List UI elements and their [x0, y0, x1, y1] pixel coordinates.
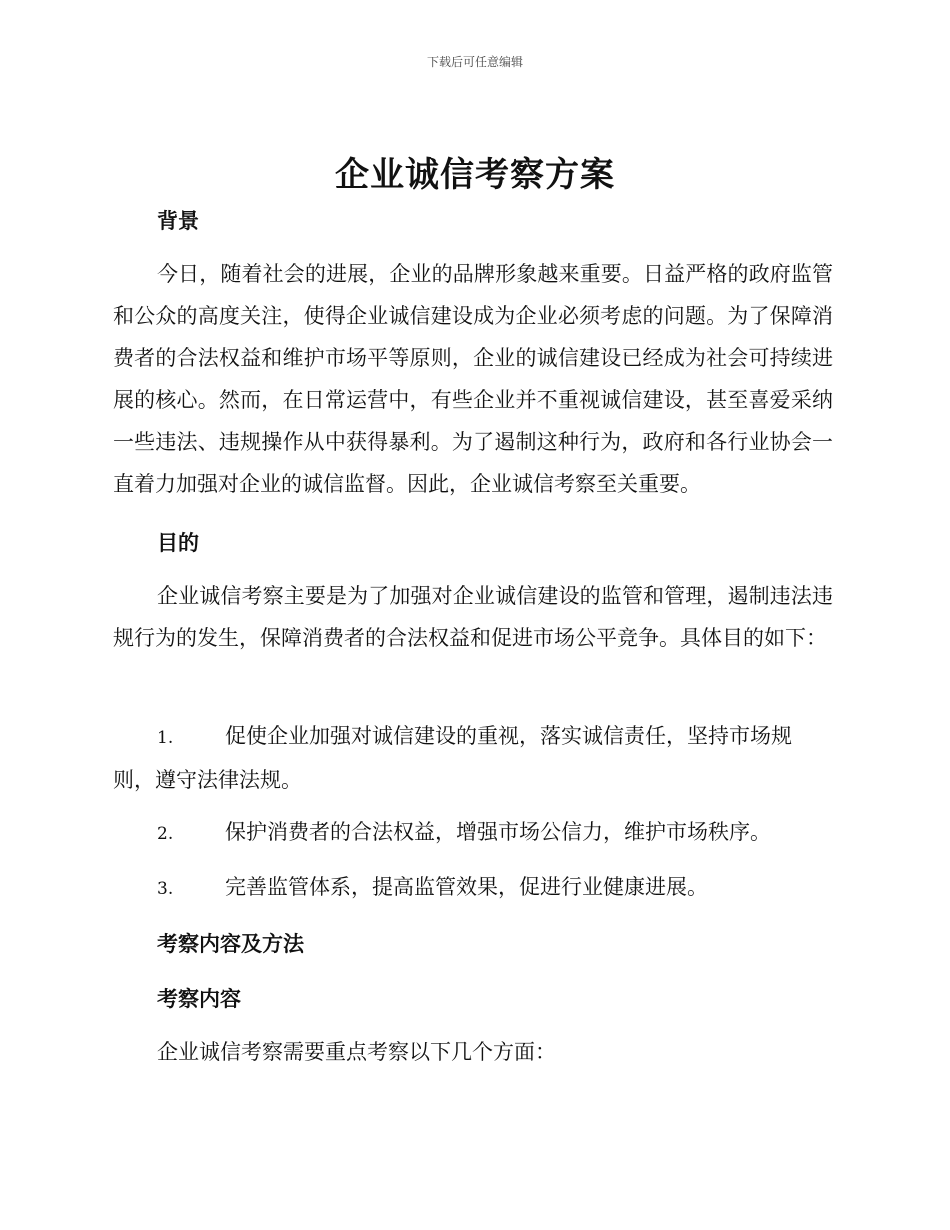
section-heading-content: 考察内容 — [157, 987, 241, 1011]
section-heading-background: 背景 — [157, 209, 199, 233]
list-number: 3. — [157, 879, 174, 899]
purpose-list-item — [113, 866, 833, 910]
purpose-list-item — [113, 811, 833, 855]
header-note: 下载后可任意编辑 — [426, 55, 523, 69]
purpose-list-item — [113, 715, 833, 801]
section-heading-content-method: 考察内容及方法 — [157, 932, 304, 956]
list-number: 1. — [157, 728, 174, 748]
section-heading-purpose: 目的 — [157, 531, 199, 555]
list-item-text: 保护消费者的合法权益，增强市场公信力，维护市场秩序。 — [225, 820, 771, 844]
page-title: 企业诚信考察方案 — [335, 155, 615, 195]
list-item-text: 完善监管体系，提高监管效果，促进行业健康进展。 — [225, 875, 708, 899]
content-paragraph: 企业诚信考察需要重点考察以下几个方面： — [157, 1040, 556, 1064]
purpose-paragraph: 企业诚信考察主要是为了加强对企业诚信建设的监管和管理，遏制违法违规行为的发生，保障消费者的合法权益和促进市场公平竞争。具体目的如下： — [113, 584, 833, 650]
list-item-text: 促使企业加强对诚信建设的重视，落实诚信责任，坚持市场规则，遵守法律法规。 — [113, 724, 792, 792]
background-paragraph: 今日，随着社会的进展，企业的品牌形象越来重要。日益严格的政府监管和公众的高度关注，使得企业诚信建设成为企业必须考虑的问题。为了保障消费者的合法权益和维护市场平等原则，企业的诚信建设已经成为社会可持续进展的核心。然而，在日常运营中，有些企业并不重视诚信建设，甚至喜爱采纳一些违法、违规操作从中获得暴利。为了遏制这种行为，政府和各行业协会一直着力加强对企业的诚信监督。因此，企业诚信考察至关重要。 — [113, 262, 833, 496]
list-number: 2. — [157, 824, 174, 844]
